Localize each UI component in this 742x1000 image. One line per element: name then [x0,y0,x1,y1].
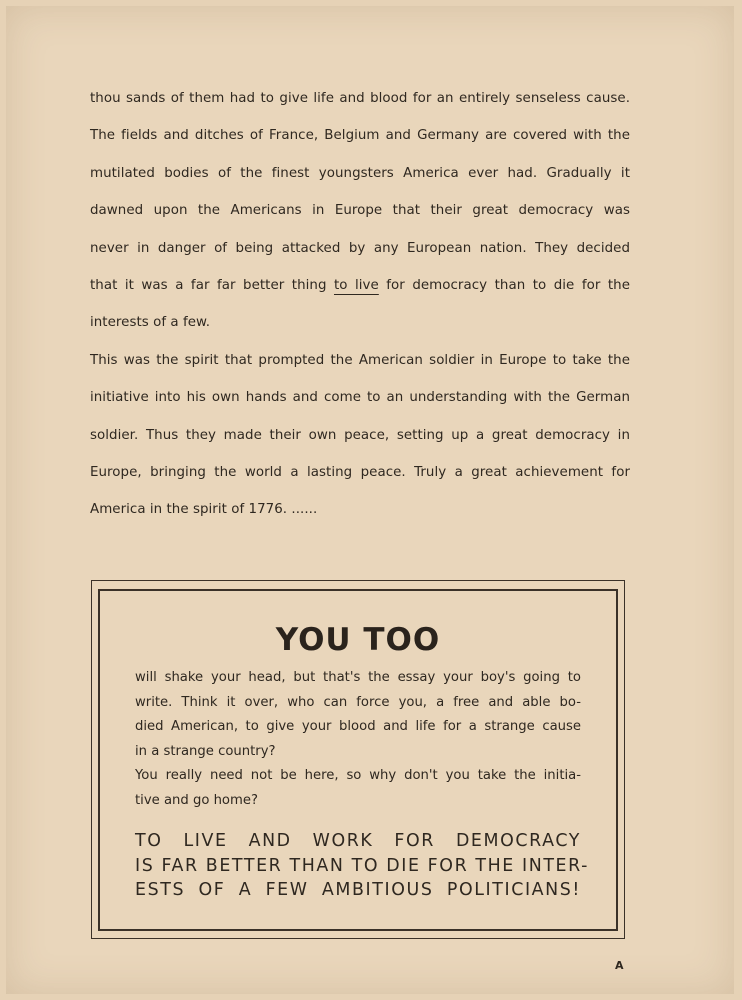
box-line: You really need not be here, so why don't you take the initia- [135,768,581,784]
box-text [135,666,581,814]
box-line: write. Think it over, who can force you, a free and able bo- [135,694,581,710]
box-heading: YOU TOO [275,622,441,658]
box-line: in a strange country? [135,743,276,759]
essay-line: mutilated bodies of the finest youngsters America ever had. Gradually it [90,165,630,181]
essay-line: This was the spirit that prompted the American soldier in Europe to take the [90,352,630,368]
box-line: died American, to give your blood and life for a strange cause [135,719,581,735]
box-slogan [135,829,589,903]
essay-line: never in danger of being attacked by any European nation. They decided [90,240,630,256]
slogan-line: ESTS OF A FEW AMBITIOUS POLITICIANS! [135,880,581,900]
essay-line: interests of a few. [90,315,211,331]
slogan-line: TO LIVE AND WORK FOR DEMOCRACY [135,831,581,851]
essay-segment: for democracy than to die for the [378,277,630,293]
essay-line: The fields and ditches of France, Belgium and Germany are covered with the [90,128,630,144]
essay-line-underlined [90,267,630,304]
essay-line: initiative into his own hands and come to an understanding with the German [90,390,630,406]
essay-line: America in the spirit of 1776. ...... [90,502,318,518]
box-line: will shake your head, but that's the essay your boy's going to [135,670,581,685]
essay-line: Europe, bringing the world a lasting peace. Truly a great achievement for [90,464,630,480]
box-line: tive and go home? [135,792,258,808]
slogan-line: IS FAR BETTER THAN TO DIE FOR THE INTER- [135,855,589,876]
essay-text [90,80,630,529]
essay-line: thou sands of them had to give life and blood for an entirely senseless cause. [90,91,630,106]
essay-line: dawned upon the Americans in Europe that their great democracy was [90,203,630,219]
essay-segment: that it was a far far better thing [90,277,334,293]
page-mark: A [615,959,624,972]
essay-line: soldier. Thus they made their own peace, setting up a great democracy in [90,427,630,443]
underlined-to-live: to live [333,277,379,293]
